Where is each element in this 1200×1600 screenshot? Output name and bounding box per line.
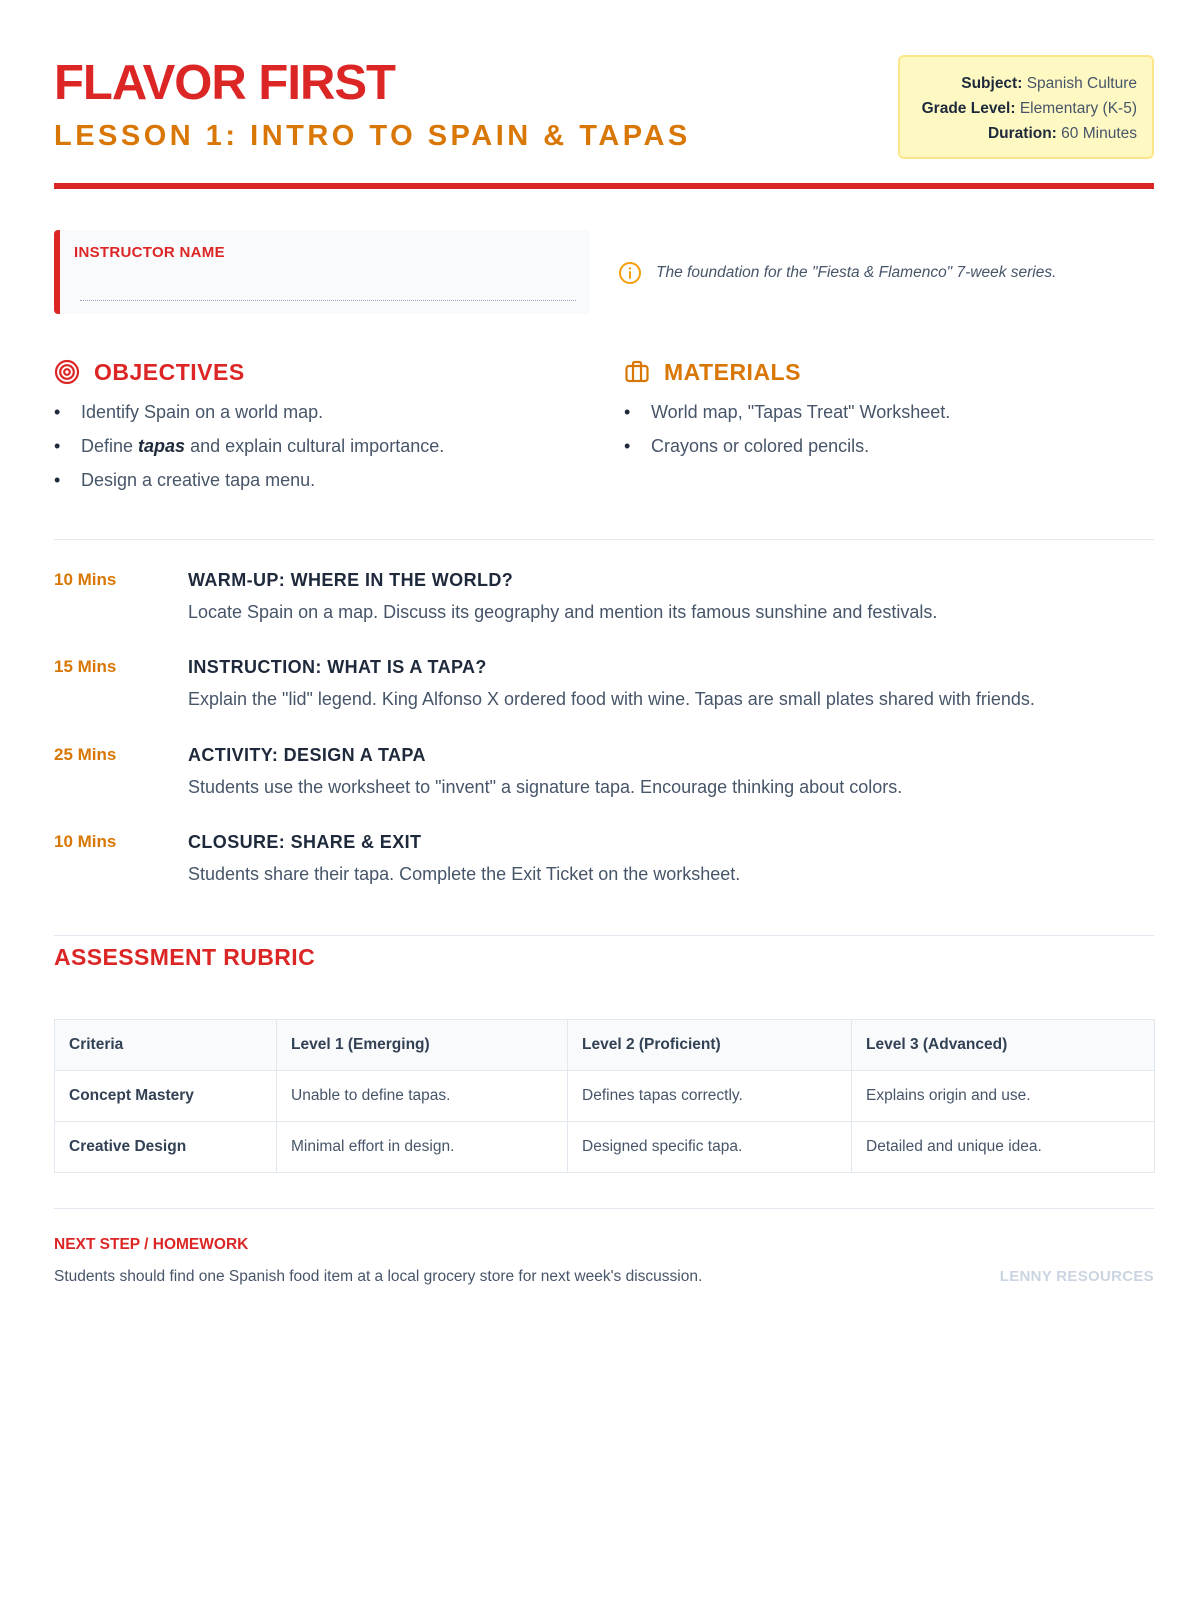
target-icon bbox=[54, 359, 80, 385]
schedule-time: 25 Mins bbox=[54, 745, 117, 764]
schedule-title: CLOSURE: SHARE & EXIT bbox=[188, 832, 422, 852]
assessment-rubric-table bbox=[54, 1019, 1155, 1173]
schedule-title: WARM-UP: WHERE IN THE WORLD? bbox=[188, 570, 514, 590]
rubric-row bbox=[55, 1122, 1155, 1173]
rubric-header-cell: Level 2 (Proficient) bbox=[568, 1020, 852, 1071]
lesson-plan-page bbox=[54, 0, 1154, 1600]
objective-text: Identify Spain on a world map. bbox=[81, 402, 324, 422]
instructor-name-label: INSTRUCTOR NAME bbox=[74, 244, 225, 261]
objective-item bbox=[54, 401, 574, 435]
schedule-title: ACTIVITY: DESIGN A TAPA bbox=[188, 745, 426, 765]
instructor-name-field[interactable] bbox=[54, 230, 590, 314]
lesson-title: LESSON 1: INTRO TO SPAIN & TAPAS bbox=[54, 120, 691, 152]
objective-text-pre: Define bbox=[81, 436, 139, 456]
meta-subject bbox=[900, 71, 1137, 96]
meta-duration bbox=[900, 121, 1137, 146]
schedule-title: INSTRUCTION: WHAT IS A TAPA? bbox=[188, 657, 487, 677]
objectives-section bbox=[54, 357, 574, 503]
rubric-header-cell: Level 3 (Advanced) bbox=[852, 1020, 1155, 1071]
rubric-cell: Detailed and unique idea. bbox=[852, 1122, 1155, 1173]
rubric-cell: Explains origin and use. bbox=[852, 1071, 1155, 1122]
meta-duration-label: Duration: bbox=[987, 125, 1057, 142]
materials-section bbox=[624, 357, 1144, 469]
objectives-title: OBJECTIVES bbox=[94, 358, 245, 385]
material-item bbox=[624, 435, 1144, 469]
schedule-description: Explain the "lid" legend. King Alfonso X ordered food with wine. Tapas are small plates shared with friends. bbox=[188, 689, 1035, 709]
rubric-cell: Minimal effort in design. bbox=[277, 1122, 568, 1173]
rubric-cell: Unable to define tapas. bbox=[277, 1071, 568, 1122]
meta-grade-label: Grade Level: bbox=[921, 100, 1016, 117]
section-divider bbox=[54, 539, 1154, 540]
objective-text-post: and explain cultural importance. bbox=[185, 436, 445, 456]
brand-title: FLAVOR FIRST bbox=[54, 56, 395, 110]
objective-item bbox=[54, 435, 574, 469]
homework-label: NEXT STEP / HOMEWORK bbox=[54, 1236, 249, 1253]
instructor-name-input-line[interactable] bbox=[80, 300, 576, 301]
section-divider bbox=[54, 935, 1154, 936]
meta-subject-label: Subject: bbox=[961, 75, 1023, 92]
rubric-title: ASSESSMENT RUBRIC bbox=[54, 944, 316, 970]
homework-text: Students should find one Spanish food item at a local grocery store for next week's discussion. bbox=[54, 1268, 703, 1285]
footer-brand: LENNY RESOURCES bbox=[999, 1268, 1154, 1285]
meta-duration-value: 60 Minutes bbox=[1061, 125, 1137, 142]
rubric-header-row bbox=[55, 1020, 1155, 1071]
rubric-row bbox=[55, 1071, 1155, 1122]
series-note-text: The foundation for the "Fiesta & Flamenco" 7-week series. bbox=[656, 264, 1057, 281]
series-note bbox=[618, 261, 1056, 285]
objectives-list bbox=[54, 401, 574, 503]
objective-emphasis: tapas bbox=[138, 436, 186, 456]
material-item bbox=[624, 401, 1144, 435]
schedule-time: 10 Mins bbox=[54, 832, 117, 851]
info-icon bbox=[618, 261, 642, 285]
rubric-criteria-cell: Creative Design bbox=[55, 1122, 277, 1173]
objective-item bbox=[54, 469, 574, 503]
materials-list bbox=[624, 401, 1144, 469]
schedule-description: Locate Spain on a map. Discuss its geography and mention its famous sunshine and festivals. bbox=[188, 602, 938, 622]
schedule-time: 10 Mins bbox=[54, 570, 117, 589]
section-divider bbox=[54, 1208, 1154, 1209]
rubric-cell: Defines tapas correctly. bbox=[568, 1071, 852, 1122]
header-divider bbox=[54, 183, 1154, 189]
rubric-header-cell: Criteria bbox=[55, 1020, 277, 1071]
meta-grade-level bbox=[900, 96, 1137, 121]
schedule-description: Students use the worksheet to "invent" a signature tapa. Encourage thinking about colors. bbox=[188, 777, 903, 797]
briefcase-icon bbox=[624, 359, 650, 385]
material-text: World map, "Tapas Treat" Worksheet. bbox=[651, 402, 951, 422]
lesson-meta-box bbox=[898, 55, 1154, 159]
objectives-header bbox=[54, 357, 574, 387]
schedule-time: 15 Mins bbox=[54, 657, 117, 676]
objective-text: Design a creative tapa menu. bbox=[81, 470, 316, 490]
materials-title: MATERIALS bbox=[664, 358, 801, 385]
rubric-header-cell: Level 1 (Emerging) bbox=[277, 1020, 568, 1071]
meta-grade-value: Elementary (K-5) bbox=[1019, 100, 1137, 117]
schedule-description: Students share their tapa. Complete the Exit Ticket on the worksheet. bbox=[188, 864, 741, 884]
rubric-criteria-cell: Concept Mastery bbox=[55, 1071, 277, 1122]
rubric-cell: Designed specific tapa. bbox=[568, 1122, 852, 1173]
material-text: Crayons or colored pencils. bbox=[651, 436, 870, 456]
materials-header bbox=[624, 357, 1144, 387]
meta-subject-value: Spanish Culture bbox=[1026, 75, 1137, 92]
